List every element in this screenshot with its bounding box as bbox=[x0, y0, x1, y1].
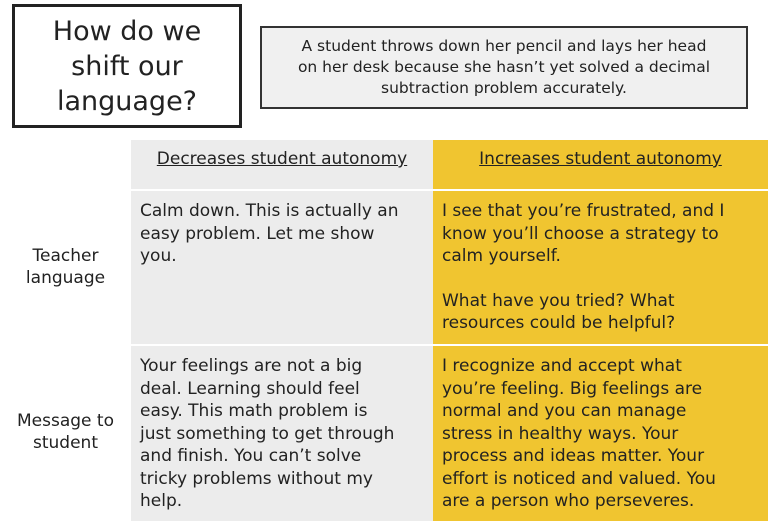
cell-line: help. bbox=[140, 491, 183, 511]
cell-line: calm yourself. bbox=[442, 246, 561, 266]
cell-line: are a person who perseveres. bbox=[442, 491, 695, 511]
scenario-line-1: A student throws down her pencil and lays her head bbox=[301, 37, 707, 55]
cell-teacher-language-decreases bbox=[131, 190, 433, 345]
cell-line: I see that you’re frustrated, and I bbox=[442, 201, 725, 221]
scenario-line-3: subtraction problem accurately. bbox=[381, 79, 627, 97]
scenario-box bbox=[260, 26, 748, 109]
cell-teacher-language-increases bbox=[433, 190, 768, 345]
table-divider bbox=[131, 344, 768, 346]
title-box bbox=[12, 4, 242, 128]
cell-line: you’re feeling. Big feelings are bbox=[442, 378, 703, 399]
scenario-line-2: on her desk because she hasn’t yet solved a decimal bbox=[297, 58, 711, 76]
row-label-line: language bbox=[25, 268, 106, 288]
cell-line: stress in healthy ways. Your bbox=[442, 423, 679, 444]
cell-line: just something to get through bbox=[140, 423, 395, 444]
cell-line: Calm down. This is actually an bbox=[140, 201, 399, 221]
row-label-line: Message to bbox=[17, 411, 114, 431]
title-line-1: How do we bbox=[52, 15, 202, 47]
cell-message-increases bbox=[433, 345, 768, 521]
header-left-label: Decreases student autonomy bbox=[156, 149, 408, 169]
scenario-text bbox=[298, 36, 710, 99]
cell-line: effort is noticed and valued. You bbox=[442, 468, 716, 489]
row-label-line: student bbox=[33, 433, 98, 453]
cell-line: you. bbox=[140, 246, 177, 266]
cell-line: easy. This math problem is bbox=[140, 401, 368, 421]
header-increases-autonomy bbox=[433, 140, 768, 190]
cell-line: and finish. You can’t solve bbox=[140, 446, 362, 466]
row-label-line: Teacher bbox=[32, 246, 99, 266]
page-title bbox=[53, 14, 201, 119]
row-label-teacher-language bbox=[0, 245, 131, 289]
cell-line: Your feelings are not a big bbox=[140, 356, 363, 376]
cell-message-decreases bbox=[131, 345, 433, 521]
title-line-3: language? bbox=[56, 85, 198, 117]
cell-line: deal. Learning should feel bbox=[140, 378, 360, 399]
cell-line: easy problem. Let me show bbox=[140, 223, 375, 244]
cell-line: resources could be helpful? bbox=[442, 313, 676, 333]
row-label-message-to-student bbox=[0, 410, 131, 454]
title-line-2: shift our bbox=[71, 50, 183, 82]
cell-line: normal and you can manage bbox=[442, 401, 687, 421]
cell-line: know you’ll choose a strategy to bbox=[442, 223, 719, 244]
cell-line: What have you tried? What bbox=[442, 290, 675, 311]
table-divider bbox=[131, 189, 768, 191]
cell-line: process and ideas matter. Your bbox=[442, 446, 705, 466]
paragraph-gap bbox=[442, 268, 762, 290]
cell-line: tricky problems without my bbox=[140, 468, 373, 489]
header-right-label: Increases student autonomy bbox=[479, 149, 722, 169]
header-decreases-autonomy bbox=[131, 140, 433, 190]
cell-line: I recognize and accept what bbox=[442, 356, 682, 376]
